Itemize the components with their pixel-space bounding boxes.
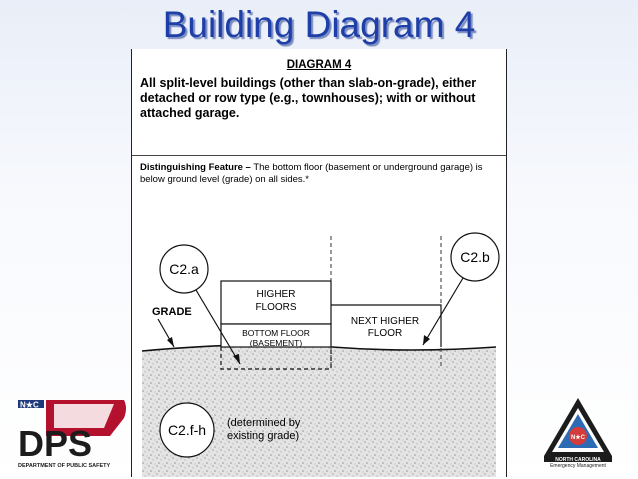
building-diagram (132, 49, 506, 477)
c2fh-label: C2.f-h (167, 422, 207, 438)
existing-grade-note-1: (determined by (227, 417, 301, 429)
em-logo-center: N★C (570, 435, 586, 441)
feature-label: Distinguishing Feature – (140, 162, 251, 173)
diagram-title: DIAGRAM 4 (286, 59, 352, 71)
next-higher-floor-label-2: FLOOR (367, 328, 403, 339)
em-logo-name: NORTH CAROLINA (555, 457, 601, 463)
feature-text: The bottom floor (basement or underground garage) is below ground level (grade) on all sides.* (140, 162, 483, 185)
dps-logo-text: DPS (18, 423, 93, 464)
next-higher-floor-label-1: NEXT HIGHER (350, 316, 420, 327)
existing-grade-note-2: existing grade) (227, 430, 300, 442)
dps-logo (14, 398, 132, 470)
c2b-label: C2.b (460, 249, 490, 265)
bottom-floor-label-2: (BASEMENT) (249, 338, 303, 348)
dps-logo-nc: N★C (20, 400, 39, 410)
higher-floors-label-2: FLOORS (255, 302, 297, 313)
c2b-leader (423, 278, 463, 345)
diagram-panel (131, 49, 507, 477)
emergency-management-logo (542, 396, 614, 468)
bottom-floor-label-1: BOTTOM FLOOR (242, 328, 310, 338)
c2b-arrowhead (423, 335, 430, 345)
higher-floors-label-1: HIGHER (256, 289, 296, 300)
grade-arrowhead (167, 337, 174, 347)
c2a-label: C2.a (169, 261, 199, 277)
slide-title: Building Diagram 4 (162, 4, 476, 45)
dps-logo-subtext: DEPARTMENT OF PUBLIC SAFETY (18, 463, 111, 469)
em-logo-sub: Emergency Management (550, 463, 606, 468)
diagram-description: All split-level buildings (other than slab-on-grade), either detached or row type (e.g., townhouses); with or without attached garage. (140, 76, 477, 120)
grade-label: GRADE (152, 306, 192, 318)
